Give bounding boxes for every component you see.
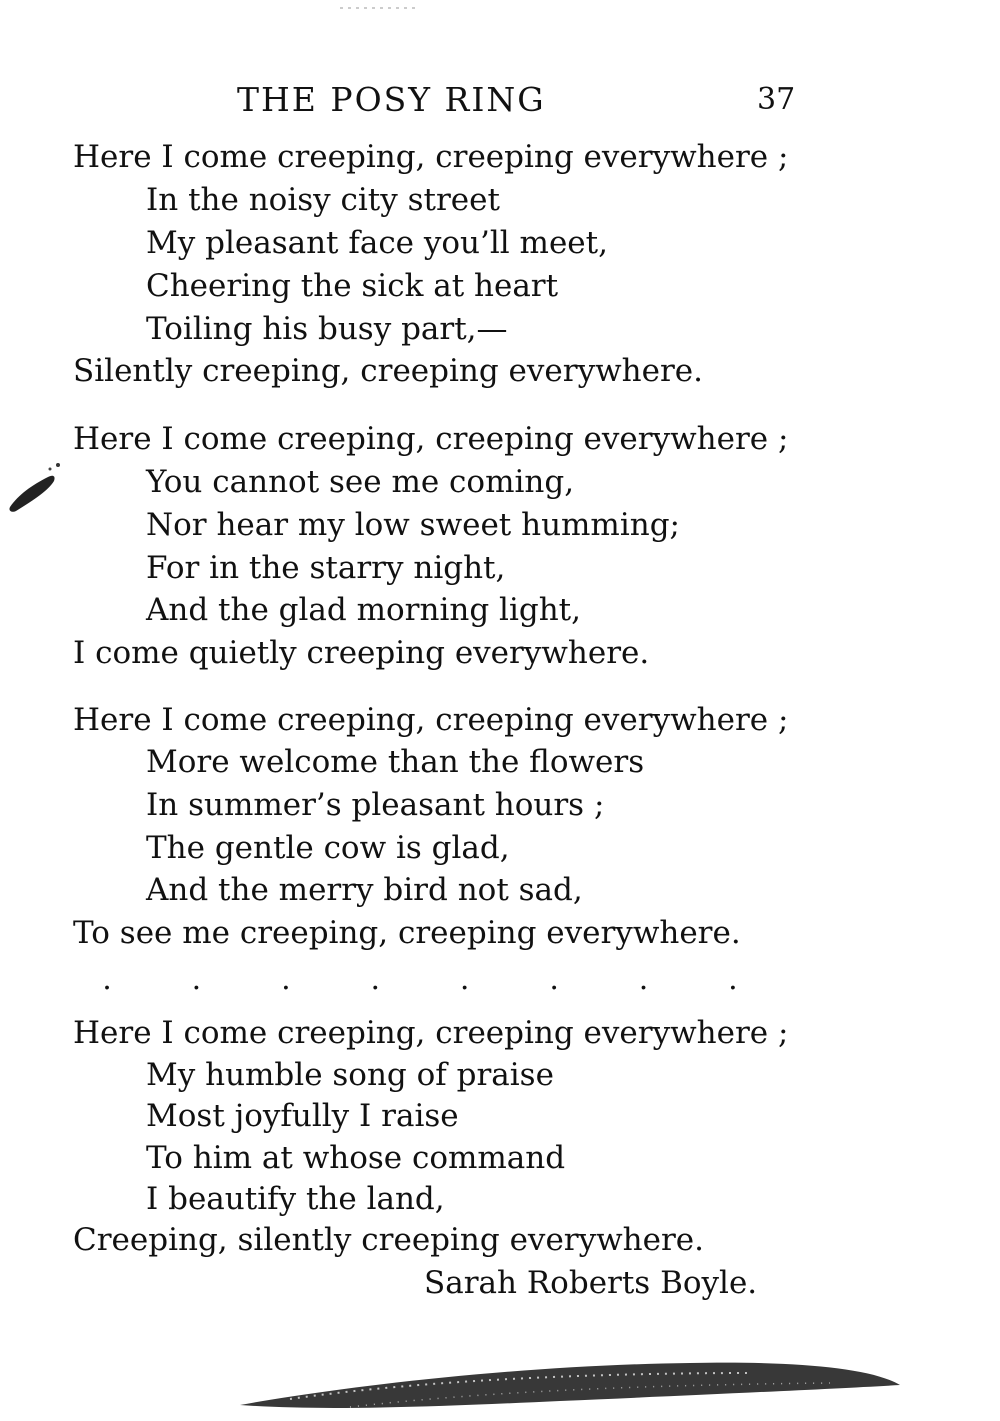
poem-line: I beautify the land,: [146, 1181, 445, 1217]
poem-line: Creeping, silently creeping everywhere.: [73, 1222, 704, 1258]
poem-line: Here I come creeping, creeping everywhere ;: [73, 1015, 789, 1051]
poem-line: I come quietly creeping everywhere.: [73, 635, 650, 671]
top-edge-mark: [340, 4, 420, 12]
ink-blot-mark: [4, 455, 68, 519]
poem-line: Nor hear my low sweet humming;: [146, 507, 680, 543]
omission-dot: .: [191, 962, 202, 997]
poem-line: My humble song of praise: [146, 1057, 554, 1093]
omission-dots: [100, 960, 740, 1000]
omission-dot: .: [728, 962, 738, 997]
poem-line: Silently creeping, creeping everywhere.: [73, 353, 703, 389]
poem-line: To see me creeping, creeping everywhere.: [73, 915, 741, 951]
omission-dot: .: [281, 962, 291, 997]
poem-line: You cannot see me coming,: [146, 464, 575, 500]
poem-line: Most joyfully I raise: [146, 1098, 459, 1134]
omission-dot: .: [549, 962, 559, 997]
poem-line: Here I come creeping, creeping everywhere ;: [73, 421, 789, 457]
omission-dot: .: [102, 962, 112, 997]
omission-dot: .: [459, 962, 470, 997]
omission-dot: .: [370, 962, 381, 997]
poem-line: In summer’s pleasant hours ;: [146, 787, 605, 823]
poem-line: More welcome than the flowers: [146, 744, 645, 780]
ink-smudge-mark: [230, 1355, 910, 1415]
poem-author: Sarah Roberts Boyle.: [424, 1265, 758, 1301]
poem-line: And the glad morning light,: [146, 592, 581, 628]
poem-line: My pleasant face you’ll meet,: [146, 225, 608, 261]
poem-line: Toiling his busy part,—: [146, 311, 508, 347]
page-number: 37: [757, 82, 796, 117]
omission-dot: .: [638, 962, 649, 997]
running-header-title: THE POSY RING: [237, 80, 546, 119]
poem-line: Here I come creeping, creeping everywhere ;: [73, 702, 789, 738]
poem-line: For in the starry night,: [146, 550, 506, 586]
poem-line: Cheering the sick at heart: [146, 268, 559, 304]
poem-line: The gentle cow is glad,: [146, 830, 510, 866]
poem-line: And the merry bird not sad,: [146, 872, 583, 908]
poem-line: Here I come creeping, creeping everywhere ;: [73, 139, 789, 175]
poem-line: To him at whose command: [146, 1140, 566, 1176]
poem-line: In the noisy city street: [146, 182, 500, 218]
